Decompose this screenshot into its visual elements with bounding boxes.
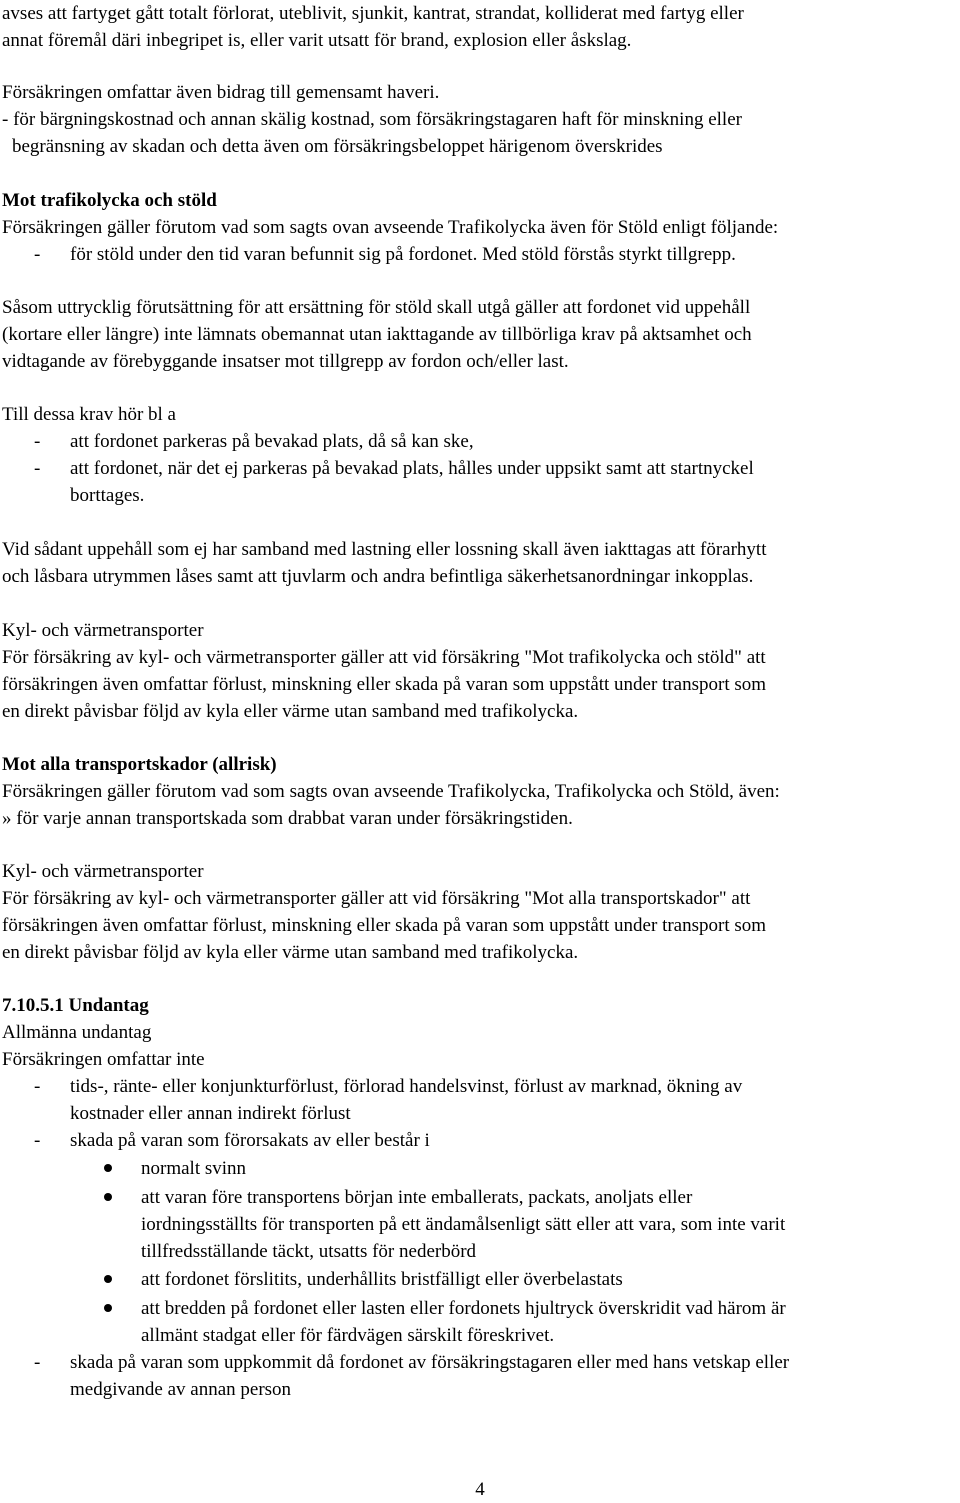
list-item-text: borttages. (70, 485, 145, 506)
bullet-icon (104, 1193, 112, 1201)
text-line: Försäkringen gäller förutom vad som sagts ovan avseende Trafikolycka, Trafikolycka och Stöld, även: (2, 781, 780, 802)
list-item-text: skada på varan som uppkommit då fordonet av försäkringstagaren eller med hans vetskap eller (70, 1352, 790, 1373)
list-dash: - (34, 1130, 41, 1151)
text-line: - för bärgningskostnad och annan skälig kostnad, som försäkringstagaren haft för minskning eller (2, 109, 742, 130)
text-line: vidtagande av förebyggande insatser mot tillgrepp av fordon och/eller last. (2, 351, 569, 372)
list-item-text: för stöld under den tid varan befunnit sig på fordonet. Med stöld förstås styrkt tillgrepp. (70, 244, 736, 265)
subsection-heading: Allmänna undantag (2, 1022, 152, 1043)
text-line: en direkt påvisbar följd av kyla eller värme utan samband med trafikolycka. (2, 701, 579, 722)
bullet-item-text: att fordonet förslitits, underhållits bristfälligt eller överbelastats (141, 1269, 623, 1290)
text-line: försäkringen även omfattar förlust, minskning eller skada på varan som uppstått under transport som (2, 674, 767, 695)
text-line: (kortare eller längre) inte lämnats obemannat utan iakttagande av tillbörliga krav på aktsamhet och (2, 324, 752, 345)
text-line: Såsom uttrycklig förutsättning för att ersättning för stöld skall utgå gäller att fordonet vid uppehåll (2, 297, 751, 318)
section-heading: Mot alla transportskador (allrisk) (2, 754, 277, 775)
text-line: Vid sådant uppehåll som ej har samband med lastning eller lossning skall även iakttagas att förarhytt (2, 539, 767, 560)
text-line: För försäkring av kyl- och värmetransporter gäller att vid försäkring "Mot trafikolycka och stöld" att (2, 647, 766, 668)
list-dash: - (34, 1076, 41, 1097)
text-line: försäkringen även omfattar förlust, minskning eller skada på varan som uppstått under transport som (2, 915, 767, 936)
bullet-icon (104, 1164, 112, 1172)
text-line: » för varje annan transportskada som drabbat varan under försäkringstiden. (2, 808, 573, 829)
subsection-heading: Kyl- och värmetransporter (2, 861, 204, 882)
list-item-text: tids-, ränte- eller konjunkturförlust, förlorad handelsvinst, förlust av marknad, ökning av (70, 1076, 743, 1097)
bullet-icon (104, 1304, 112, 1312)
list-item-text: att fordonet, när det ej parkeras på bevakad plats, hålles under uppsikt samt att startnyckel (70, 458, 754, 479)
text-line: Försäkringen omfattar även bidrag till gemensamt haveri. (2, 82, 440, 103)
text-line: avses att fartyget gått totalt förlorat, uteblivit, sjunkit, kantrat, strandat, kolliderat med fartyg eller (2, 3, 744, 24)
text-line: och låsbara utrymmen låses samt att tjuvlarm och andra befintliga säkerhetsanordningar inkopplas. (2, 566, 754, 587)
list-item-text: medgivande av annan person (70, 1379, 292, 1400)
text-line: annat föremål däri inbegripet is, eller varit utsatt för brand, explosion eller åskslag. (2, 30, 632, 51)
section-heading: 7.10.5.1 Undantag (2, 995, 149, 1016)
text-line: Till dessa krav hör bl a (2, 404, 176, 425)
page-number: 4 (475, 1479, 485, 1500)
bullet-item-text: iordningsställts för transporten på ett ändamålsenligt sätt eller att vara, som inte varit (141, 1214, 786, 1235)
bullet-item-text: tillfredsställande täckt, utsatts för nederbörd (141, 1241, 477, 1262)
text-line: begränsning av skadan och detta även om försäkringsbeloppet härigenom överskrides (12, 136, 663, 157)
list-item-text: skada på varan som förorsakats av eller består i (70, 1130, 430, 1151)
text-line: en direkt påvisbar följd av kyla eller värme utan samband med trafikolycka. (2, 942, 579, 963)
list-dash: - (34, 458, 41, 479)
text-line: För försäkring av kyl- och värmetransporter gäller att vid försäkring "Mot alla transportskador" att (2, 888, 751, 909)
list-dash: - (34, 431, 41, 452)
text-line: Försäkringen omfattar inte (2, 1049, 205, 1070)
bullet-item-text: att bredden på fordonet eller lasten eller fordonets hjultryck överskridit vad härom är (141, 1298, 786, 1319)
list-dash: - (34, 1352, 41, 1373)
bullet-icon (104, 1275, 112, 1283)
section-heading: Mot trafikolycka och stöld (2, 190, 217, 211)
list-item-text: att fordonet parkeras på bevakad plats, då så kan ske, (70, 431, 474, 452)
list-item-text: kostnader eller annan indirekt förlust (70, 1103, 351, 1124)
text-line: Försäkringen gäller förutom vad som sagts ovan avseende Trafikolycka även för Stöld enligt följande: (2, 217, 779, 238)
subsection-heading: Kyl- och värmetransporter (2, 620, 204, 641)
bullet-item-text: att varan före transportens början inte emballerats, packats, anoljats eller (141, 1187, 693, 1208)
list-dash: - (34, 244, 41, 265)
bullet-item-text: allmänt stadgat eller för färdvägen särskilt föreskrivet. (141, 1325, 555, 1346)
bullet-item-text: normalt svinn (141, 1158, 247, 1179)
